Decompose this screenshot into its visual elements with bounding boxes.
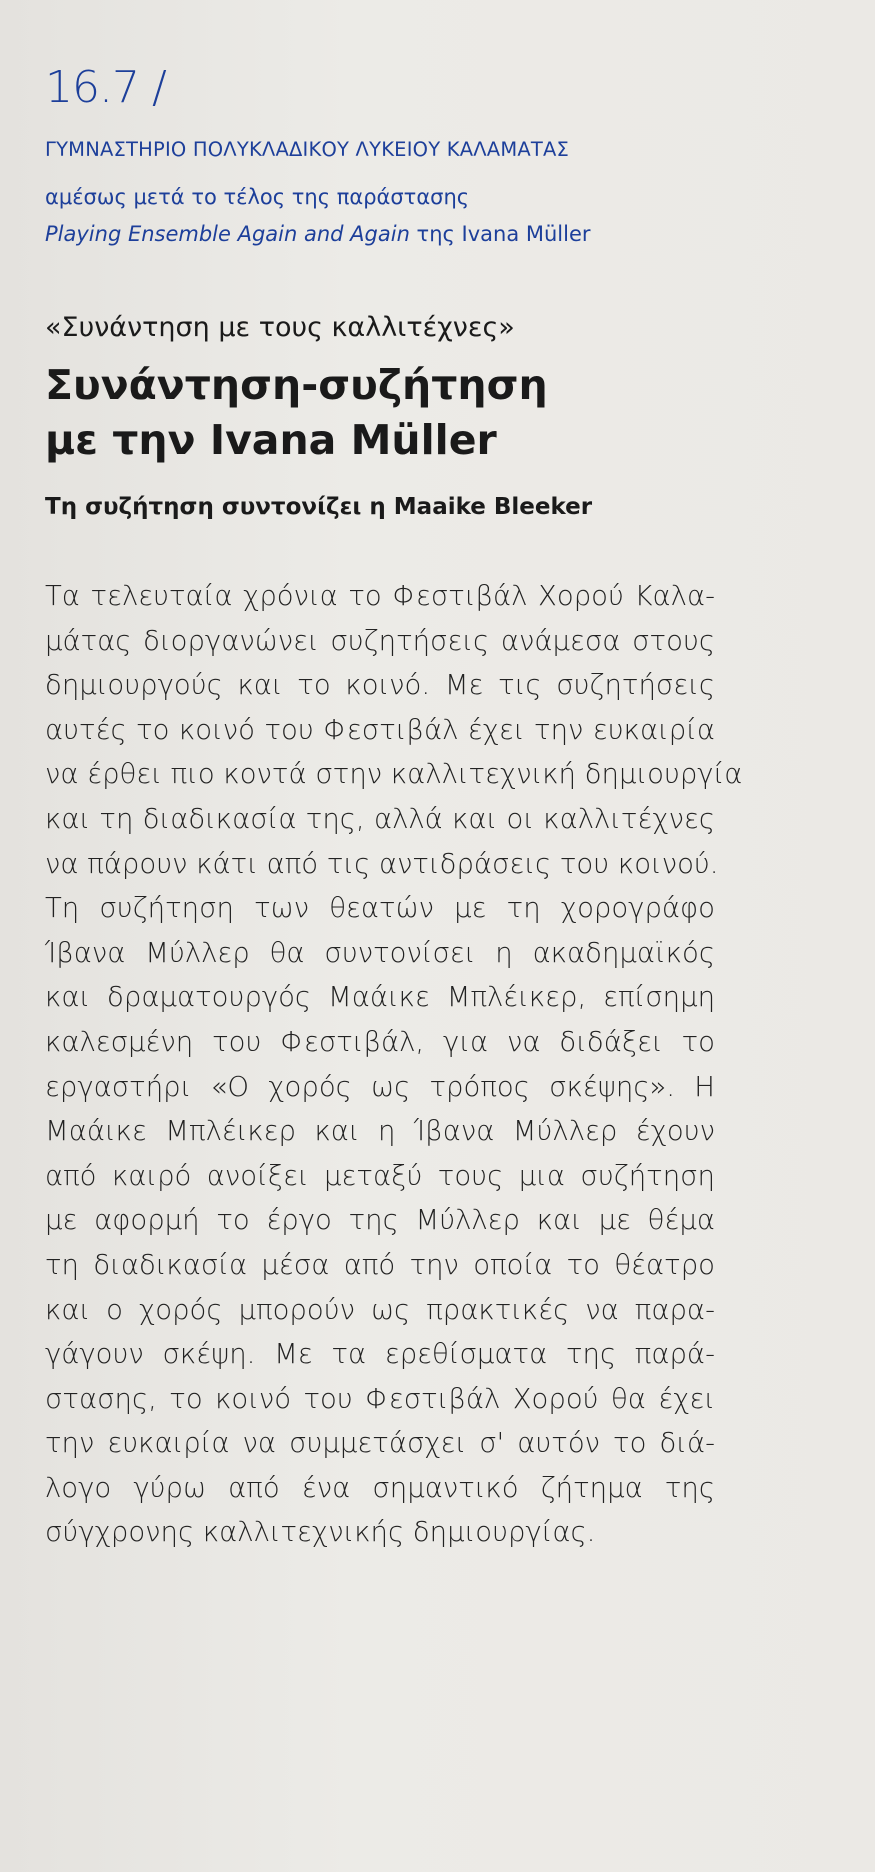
performance-connector: της (409, 222, 462, 246)
body-line: μάτας διοργανώνει συζητήσεις ανάμεσα στους (45, 624, 715, 657)
body-line: να έρθει πιο κοντά στην καλλιτεχνική δημιουργία (45, 758, 743, 791)
body-line: και ο χορός μπορούν ως πρακτικές να παρα- (45, 1293, 715, 1326)
body-line: να πάρουν κάτι από τις αντιδράσεις του κοινού. (45, 847, 719, 880)
title-line-2: με την Ivana Müller (45, 416, 497, 464)
body-line: με αφορμή το έργο της Μύλλερ και με θέμα (45, 1204, 715, 1237)
event-time: αμέσως μετά το τέλος της παράστασης (45, 185, 470, 209)
body-line: σύγχρονης καλλιτεχνικής δημιουργίας. (45, 1516, 596, 1549)
body-line: Τα τελευταία χρόνια το Φεστιβάλ Χορού Καλα- (45, 580, 715, 612)
series-heading: «Συνάντηση με τους καλλιτέχνες» (45, 312, 515, 343)
page-title (45, 358, 548, 468)
body-line: Τη συζήτηση των θεατών με τη χορογράφο (45, 892, 715, 925)
body-line: εργαστήρι «Ο χορός ως τρόπος σκέψης». Η (45, 1070, 715, 1103)
body-line: Ίβανα Μύλλερ θα συντονίσει η ακαδημαϊκός (45, 936, 715, 969)
body-line: την ευκαιρία να συμμετάσχει σ' αυτόν το διά- (45, 1427, 715, 1460)
title-line-1: Συνάντηση-συζήτηση (45, 361, 548, 409)
body-line: από καιρό ανοίξει μεταξύ τους μια συζήτηση (45, 1159, 715, 1192)
event-venue: ΓΥΜΝΑΣΤΗΡΙΟ ΠΟΛΥΚΛΑΔΙΚΟΥ ΛΥΚΕΙΟΥ ΚΑΛΑΜΑΤΑΣ (45, 138, 570, 161)
performance-title: Playing Ensemble Again and Again (45, 222, 410, 246)
body-line: δημιουργούς και το κοινό. Με τις συζητήσεις (45, 669, 715, 702)
event-date: 16.7 / (45, 62, 166, 113)
body-line: καλεσμένη του Φεστιβάλ, για να διδάξει το (45, 1025, 715, 1058)
body-line: γάγουν σκέψη. Με τα ερεθίσματα της παρά- (45, 1338, 715, 1371)
body-line: Μαάικε Μπλέικερ και η Ίβανα Μύλλερ έχουν (45, 1115, 715, 1148)
body-line: και τη διαδικασία της, αλλά και οι καλλιτέχνες (45, 802, 715, 835)
body-text (45, 574, 743, 1555)
performance-artist: Ivana Müller (461, 222, 591, 246)
moderator-line: Τη συζήτηση συντονίζει η Maaike Bleeker (45, 494, 593, 520)
body-line: και δραματουργός Μαάικε Μπλέικερ, επίσημη (45, 981, 715, 1014)
body-line: λογο γύρω από ένα σημαντικό ζήτημα της (45, 1471, 715, 1504)
performance-reference (45, 222, 591, 246)
body-line: στασης, το κοινό του Φεστιβάλ Χορού θα έχει (45, 1382, 715, 1415)
body-line: αυτές το κοινό του Φεστιβάλ έχει την ευκαιρία (45, 713, 715, 746)
body-line: τη διαδικασία μέσα από την οποία το θέατρο (45, 1248, 715, 1281)
